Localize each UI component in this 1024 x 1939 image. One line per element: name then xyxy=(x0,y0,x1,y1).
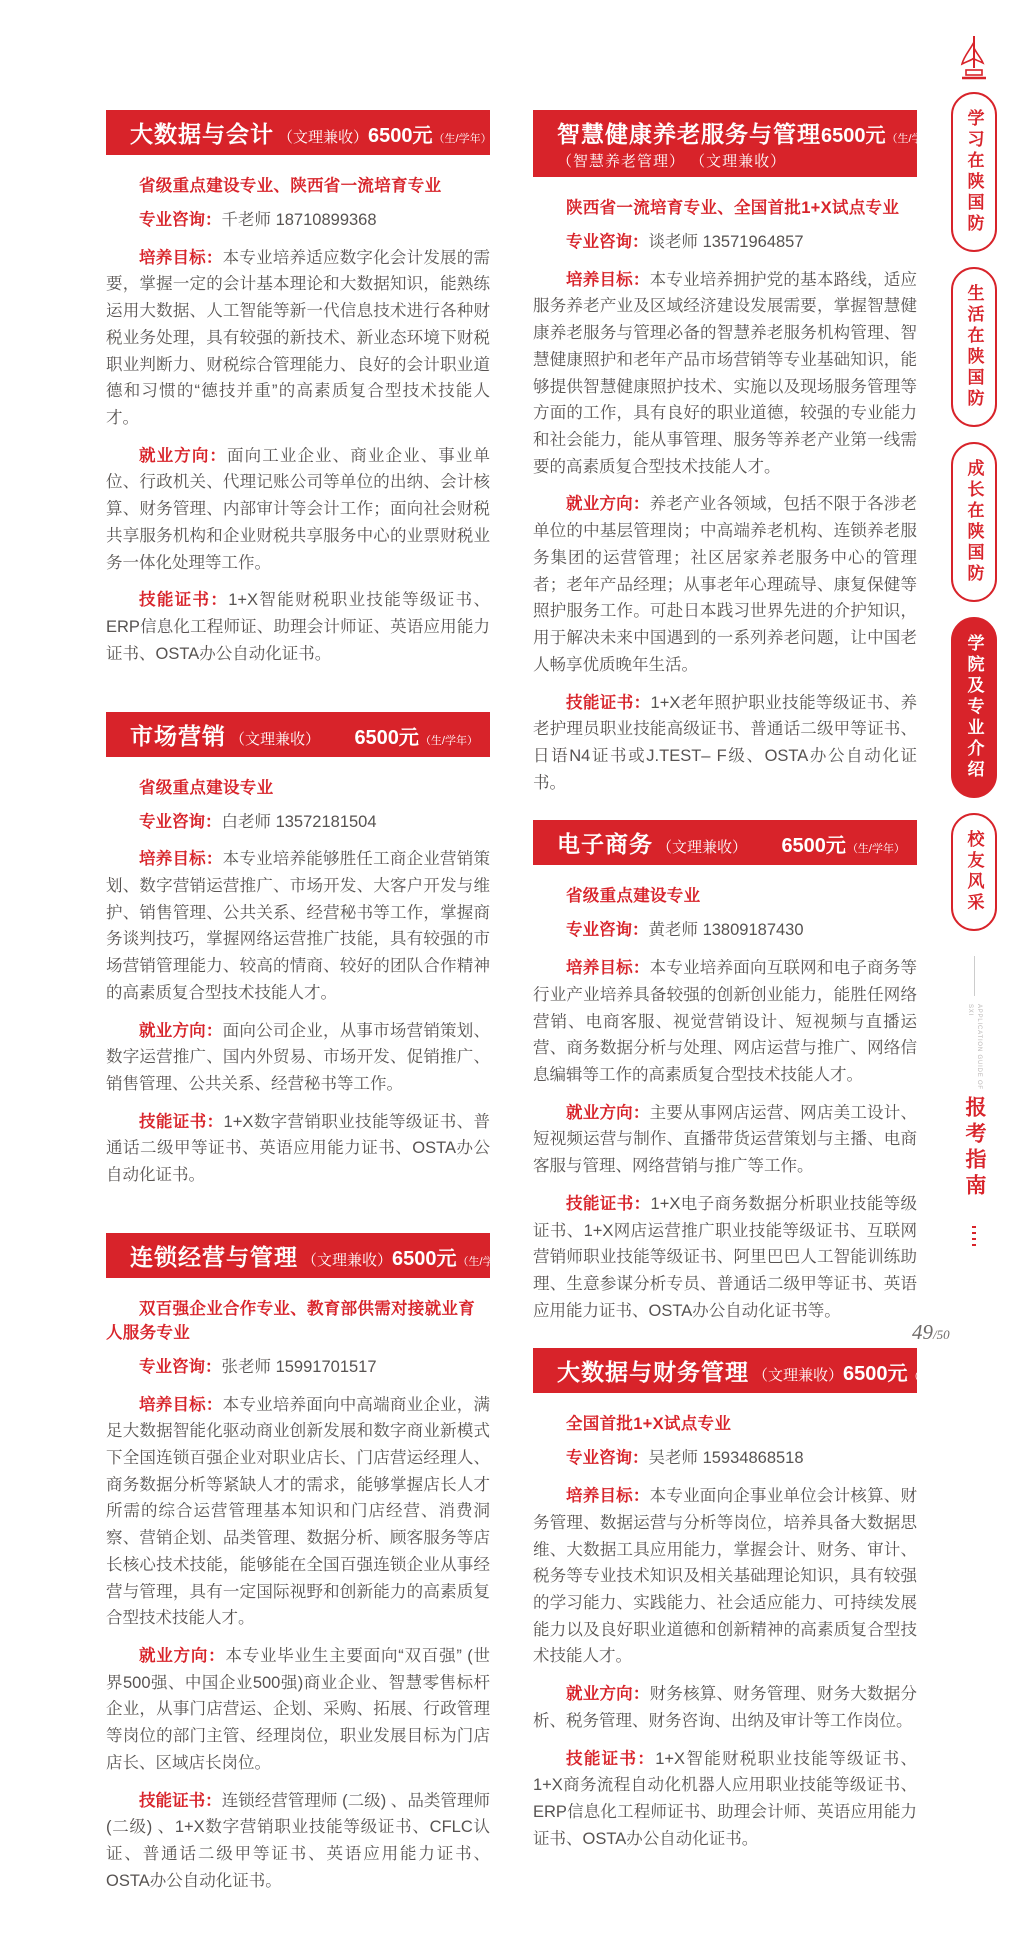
major-enrollment-note: （文理兼收） xyxy=(278,129,369,146)
major-header xyxy=(106,110,490,155)
side-divider xyxy=(974,956,975,996)
major-header-row xyxy=(557,116,945,149)
major-section xyxy=(106,1109,490,1189)
section-text: 面向公司企业，从事市场营销策划、数字运营推广、国内外贸易、市场开发、促销推广、销售管理、公共关系、经营秘书等工作。 xyxy=(106,1021,491,1093)
section-label: 技能证书： xyxy=(566,1194,651,1213)
major-section xyxy=(533,1483,917,1670)
section-label: 就业方向： xyxy=(139,1021,223,1040)
major-section xyxy=(106,1643,490,1777)
major-enrollment-note: （文理兼收） xyxy=(657,839,748,857)
consult-label: 专业咨询： xyxy=(566,233,649,251)
major-section xyxy=(106,245,490,432)
section-text: 本专业培养适应数字化会计发展的需要，掌握一定的会计基本理论和大数据知识，能熟练运用大数据、人工智能等新一代信息技术进行各种财税业务处理，具有较强的新技术、新业态环境下财税职业判断力、财税综合管理能力、良好的会计职业道德和习惯的“德技并重”的高素质复合型技术技能人才。 xyxy=(106,248,491,428)
consult-line xyxy=(106,207,490,234)
major-section xyxy=(106,1788,490,1895)
major-header xyxy=(533,820,917,865)
page-number xyxy=(912,1320,950,1345)
major-tuition-unit: （生/学年） xyxy=(419,734,478,747)
consult-value: 白老师 13572181504 xyxy=(221,812,377,831)
section-label: 培养目标： xyxy=(566,1487,650,1506)
section-label: 技能证书： xyxy=(139,591,229,610)
major-tuition-unit: （生/学年） xyxy=(846,843,905,856)
left-column xyxy=(106,110,516,1939)
section-text: 本专业培养面向中高端商业企业，满足大数据智能化驱动商业创新发展和数字商业新模式下全国连锁百强企业对职业店长、门店营运经理人、商务数据分析等紧缺人才的需求，能够掌握店长人才所需的综合运营管理基本知识和门店经营、消费洞察、营销企划、品类管理、数据分析、顾客服务等店长核心技术技能，能够能在全国百强连锁企业从事经营与管理，具有一定国际视野和创新能力的高素质复合型技术技能人才。 xyxy=(106,1395,491,1628)
section-label: 培养目标： xyxy=(139,850,223,869)
major-tuition xyxy=(392,1242,516,1271)
consult-line xyxy=(533,229,917,256)
major-section xyxy=(533,1681,917,1734)
major-honors: 省级重点建设专业 xyxy=(139,778,274,797)
consult-label: 专业咨询： xyxy=(566,921,649,940)
side-english-caption: APPLICATION GUIDE OF SXI xyxy=(967,1004,982,1090)
consult-value: 谈老师 13571964857 xyxy=(648,233,804,251)
consult-label: 专业咨询： xyxy=(139,1357,222,1376)
section-text: 1+X智能财税职业技能等级证书、ERP信息化工程师证、助理会计师证、英语应用能力证书、OSTA办公自动化证书。 xyxy=(106,591,490,663)
consult-value: 千老师 18710899368 xyxy=(221,211,377,229)
major-tuition xyxy=(843,1357,967,1386)
page-number-total: /50 xyxy=(933,1327,950,1342)
major-header xyxy=(533,1348,967,1393)
major-enrollment-note: （文理兼收） xyxy=(230,730,321,748)
major-title: 大数据与财务管理 xyxy=(557,1359,749,1386)
section-label: 技能证书： xyxy=(566,693,651,712)
section-text: 1+X智能财税职业技能等级证书、 1+X商务流程自动化机器人应用职业技能等级证书、ERP信息化工程师证书、助理会计师、英语应用能力证书、OSTA办公自动化证书。 xyxy=(533,1749,917,1848)
major-header xyxy=(533,110,945,177)
major-block xyxy=(533,1348,967,1852)
major-tuition xyxy=(821,119,945,148)
consult-line xyxy=(533,917,917,944)
major-header-row xyxy=(557,826,905,859)
consult-value: 张老师 15991701517 xyxy=(221,1357,377,1376)
consult-value: 吴老师 15934868518 xyxy=(648,1449,804,1468)
major-section xyxy=(106,443,490,577)
side-guide-title: 报考指南 xyxy=(963,1096,986,1200)
major-honors: 省级重点建设专业 xyxy=(566,887,701,906)
section-label: 就业方向： xyxy=(566,1103,650,1122)
major-tuition-amount: 6500元 xyxy=(368,125,433,147)
major-section xyxy=(533,955,917,1089)
side-tab-学习在陕国防: 学习在陕国防 xyxy=(951,92,997,252)
major-honors: 陕西省一流培育专业、全国首批1+X试点专业 xyxy=(566,199,900,217)
section-label: 技能证书： xyxy=(139,1112,224,1131)
section-text: 面向工业企业、商业企业、事业单位、行政机关、代理记账公司等单位的出纳、会计核算、财务管理、内部审计等会计工作；面向社会财税共享服务机构和企业财税共享服务中心的业票财税业务一体化处理等工作。 xyxy=(106,446,491,572)
section-label: 就业方向： xyxy=(139,446,228,465)
side-dots xyxy=(972,1224,976,1248)
major-section xyxy=(106,587,490,667)
major-header-row xyxy=(130,718,478,751)
section-text: 本专业培养面向互联网和电子商务等行业产业培养具备较强的创新创业能力，能胜任网络营销、电商客服、视觉营销设计、短视频与直播运营、商务数据分析与处理、网店运营与推广、网络信息编辑等工作的高素质复合型技术技能人才。 xyxy=(533,959,918,1084)
major-title: 智慧健康养老服务与管理 xyxy=(557,121,821,147)
major-tuition-unit: （生/学年） xyxy=(908,1371,967,1384)
major-section xyxy=(533,1746,917,1853)
side-tab-校友风采: 校友风采 xyxy=(951,813,997,931)
consult-label: 专业咨询： xyxy=(139,211,222,229)
major-enrollment-note: （文理兼收） xyxy=(302,1251,393,1269)
consult-line xyxy=(106,809,490,836)
major-enrollment-note: （文理兼收） xyxy=(753,1367,844,1385)
section-text: 连锁经营管理师 (二级) 、品类管理师 (二级) 、1+X数字营销职业技能等级证书、CFLC认证、普通话二级甲等证书、英语应用能力证书、OSTA办公自动化证书。 xyxy=(106,1791,491,1890)
section-label: 就业方向： xyxy=(139,1647,226,1666)
section-label: 技能证书： xyxy=(139,1791,222,1810)
page-number-current: 49 xyxy=(912,1320,933,1344)
major-tuition-amount: 6500元 xyxy=(821,125,886,147)
major-tuition xyxy=(354,721,478,750)
section-text: 本专业面向企事业单位会计核算、财务管理、数据运营与分析等岗位，培养具备大数据思维、大数据工具应用能力，掌握会计、财务、审计、税务等专业技术知识及相关基础理论知识，具有较强的学习能力、实践能力、社会适应能力、可持续发展能力以及良好职业道德和创新精神的高素质复合型技术技能人才。 xyxy=(533,1487,918,1666)
section-label: 培养目标： xyxy=(566,959,650,978)
major-tuition-unit: （生/学年） xyxy=(457,1255,516,1268)
section-text: 主要从事网店运营、网店美工设计、短视频运营与制作、直播带货运营策划与主播、电商客服与管理、网络营销与推广等工作。 xyxy=(533,1103,918,1176)
monument-icon xyxy=(954,34,994,86)
major-tuition-unit: （生/学年） xyxy=(433,133,492,145)
side-nav xyxy=(942,34,1006,1248)
major-tuition xyxy=(368,119,492,148)
major-title: 大数据与会计 xyxy=(130,121,274,147)
section-label: 培养目标： xyxy=(566,270,650,289)
consult-label: 专业咨询： xyxy=(566,1449,649,1468)
consult-value: 黄老师 13809187430 xyxy=(648,921,804,940)
major-header-row xyxy=(130,1239,516,1272)
section-text: 1+X老年照护职业技能等级证书、养老护理员职业技能高级证书、普通话二级甲等证书、日语N4证书或J.TEST– F级、OSTA办公自动化证书。 xyxy=(533,693,918,792)
major-subtitle: （智慧养老管理） （文理兼收） xyxy=(557,153,787,170)
section-label: 培养目标： xyxy=(139,1395,223,1414)
major-tuition-unit: （生/学年） xyxy=(886,133,945,145)
consult-label: 专业咨询： xyxy=(139,812,222,831)
major-tuition-amount: 6500元 xyxy=(354,726,419,749)
major-tuition-amount: 6500元 xyxy=(843,1363,908,1386)
section-text: 本专业毕业生主要面向“双百强” (世界500强、中国企业500强)商业企业、智慧零售标杆企业，从事门店营运、企划、采购、拓展、行政管理等岗位的部门主管、经理岗位，职业发展目标为门店店长、区域店长岗位。 xyxy=(106,1647,491,1772)
major-honors: 双百强企业合作专业、教育部供需对接就业育人服务专业 xyxy=(106,1299,475,1342)
major-block xyxy=(106,712,490,1189)
major-section xyxy=(533,690,917,797)
section-label: 就业方向： xyxy=(566,495,650,514)
section-text: 本专业培养拥护党的基本路线，适应服务养老产业及区域经济建设发展需要，掌握智慧健康养老服务与管理必备的智慧养老服务机构管理、智慧健康照护和老年产品市场营销等专业基础知识，能够提供智慧健康照护技术、实施以及现场服务管理等方面的工作，具有良好的职业道德，较强的专业能力和社会能力，能从事管理、服务等养老产业第一线需要的高素质复合型技术技能人才。 xyxy=(533,270,918,476)
consult-line xyxy=(533,1445,917,1472)
major-section xyxy=(106,1018,490,1098)
major-header xyxy=(106,1233,516,1278)
side-tab-生活在陕国防: 生活在陕国防 xyxy=(951,267,997,427)
major-block xyxy=(533,110,945,796)
side-tabs xyxy=(951,92,997,946)
major-header-row xyxy=(557,1354,967,1387)
major-block xyxy=(106,110,490,668)
section-text: 财务核算、财务管理、财务大数据分析、税务管理、财务咨询、出纳及审计等工作岗位。 xyxy=(533,1685,918,1730)
major-honors: 省级重点建设专业、陕西省一流培育专业 xyxy=(139,177,442,195)
major-section xyxy=(533,491,917,678)
side-tab-成长在陕国防: 成长在陕国防 xyxy=(951,442,997,602)
major-section xyxy=(533,267,917,481)
major-title: 市场营销 xyxy=(130,722,226,749)
section-text: 养老产业各领域，包括不限于各涉老单位的中基层管理岗；中高端养老机构、连锁养老服务集团的运营管理；社区居家养老服务中心的管理者；老年产品经理；从事老年心理疏导、康复保健等照护服务工作。可赴日本践习世界先进的介护知识，用于解决未来中国遇到的一系列养老问题，让中国老人畅享优质晚年生活。 xyxy=(533,495,918,674)
side-tab-学院及专业介绍: 学院及专业介绍 xyxy=(951,617,997,798)
major-honors: 全国首批1+X试点专业 xyxy=(566,1415,732,1434)
major-tuition xyxy=(781,829,905,858)
section-text: 1+X电子商务数据分析职业技能等级证书、1+X网店运营推广职业技能等级证书、互联网营销师职业技能等级证书、阿里巴巴人工智能训练助理、生意参谋分析专员、普通话二级甲等证书、英语应用能力证书、OSTA办公自动化证书等。 xyxy=(533,1194,918,1320)
section-label: 技能证书： xyxy=(566,1749,656,1768)
major-block xyxy=(106,1233,516,1895)
major-tuition-amount: 6500元 xyxy=(781,835,846,858)
major-block xyxy=(533,820,917,1324)
major-section xyxy=(533,1100,917,1180)
major-section xyxy=(106,846,490,1006)
major-section xyxy=(106,1392,490,1632)
section-label: 培养目标： xyxy=(139,248,223,267)
major-title: 电子商务 xyxy=(557,831,653,858)
section-text: 1+X数字营销职业技能等级证书、普通话二级甲等证书、英语应用能力证书、OSTA办公自动化证书。 xyxy=(106,1112,491,1185)
major-header xyxy=(106,712,490,757)
section-label: 就业方向： xyxy=(566,1685,650,1704)
major-header-row xyxy=(130,116,492,149)
major-section xyxy=(533,1191,917,1325)
major-title: 连锁经营与管理 xyxy=(130,1243,298,1270)
consult-line xyxy=(106,1354,490,1381)
section-text: 本专业培养能够胜任工商企业营销策划、数字营销运营推广、市场开发、大客户开发与维护、销售管理、公共关系、经营秘书等工作，掌握商务谈判技巧，掌握网络运营推广技能，具有较强的市场营销管理能力、较高的情商、较好的团队合作精神的高素质复合型技术技能人才。 xyxy=(106,850,491,1002)
major-tuition-amount: 6500元 xyxy=(392,1247,457,1270)
